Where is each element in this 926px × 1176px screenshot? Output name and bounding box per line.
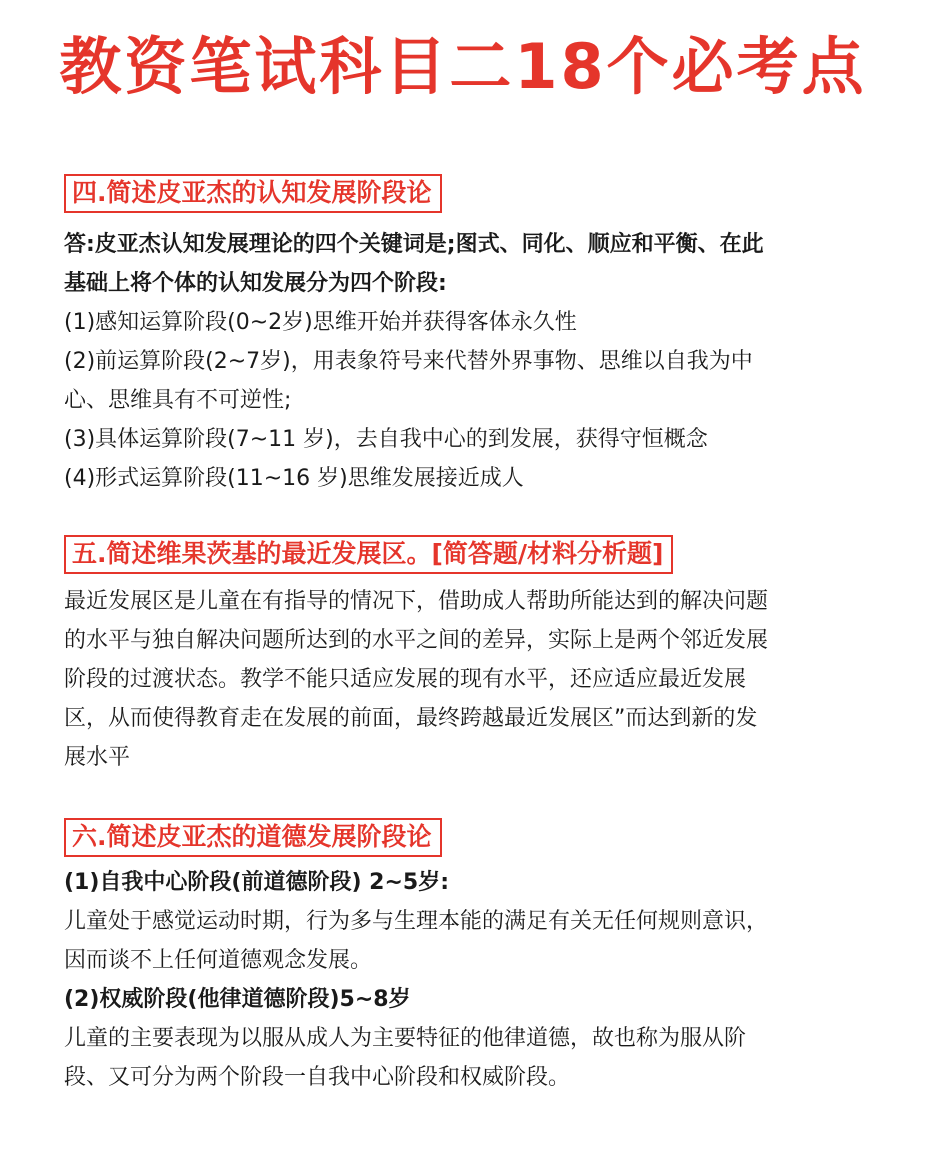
answer-intro-line: 基础上将个体的认知发展分为四个阶段: — [64, 271, 447, 296]
paragraph-line: 儿童的主要表现为以服从成人为主要特征的他律道德，故也称为服从阶 — [64, 1026, 747, 1051]
paragraph-line: 最近发展区是儿童在有指导的情况下，借助成人帮助所能达到的解决问题 — [64, 589, 769, 614]
section-piaget-moral — [64, 818, 864, 1097]
list-item: 心、思维具有不可逆性; — [64, 388, 292, 413]
list-item: (2)前运算阶段(2~7岁)，用表象符号来代替外界事物、思维以自我为中 — [64, 349, 753, 374]
paragraph-line: 展水平 — [64, 745, 131, 770]
paragraph-line: 儿童处于感觉运动时期，行为多与生理本能的满足有关无任何规则意识， — [64, 909, 769, 934]
answer-intro-line: 答:皮亚杰认知发展理论的四个关键词是;图式、同化、顺应和平衡、在此 — [64, 232, 764, 257]
page-title: 教资笔试科目二18个必考点 — [59, 30, 867, 103]
paragraph-line: 段、又可分为两个阶段一自我中心阶段和权威阶段。 — [64, 1065, 571, 1090]
paragraph-line: 阶段的过渡状态。教学不能只适应发展的现有水平，还应适应最近发展 — [64, 667, 747, 692]
list-item: (1)感知运算阶段(0~2岁)思维开始并获得客体永久性 — [64, 310, 577, 335]
stage-title: (2)权威阶段(他律道德阶段)5~8岁 — [64, 987, 411, 1012]
stage-title: (1)自我中心阶段(前道德阶段) 2~5岁: — [64, 870, 450, 895]
paragraph-line: 因而谈不上任何道德观念发展。 — [64, 948, 373, 973]
list-item: (3)具体运算阶段(7~11 岁)，去自我中心的到发展，获得守恒概念 — [64, 427, 708, 452]
paragraph-line: 的水平与独自解决问题所达到的水平之间的差异，实际上是两个邻近发展 — [64, 628, 769, 653]
section-heading: 五.简述维果茨基的最近发展区。[简答题/材料分析题] — [64, 535, 673, 574]
paragraph-line: 区，从而使得教育走在发展的前面，最终跨越最近发展区”而达到新的发 — [64, 706, 758, 731]
list-item: (4)形式运算阶段(11~16 岁)思维发展接近成人 — [64, 466, 524, 491]
section-vygotsky-zpd — [64, 535, 864, 777]
section-heading: 六.简述皮亚杰的道德发展阶段论 — [64, 818, 442, 857]
section-piaget-cognitive — [64, 174, 864, 498]
section-heading: 四.简述皮亚杰的认知发展阶段论 — [64, 174, 442, 213]
